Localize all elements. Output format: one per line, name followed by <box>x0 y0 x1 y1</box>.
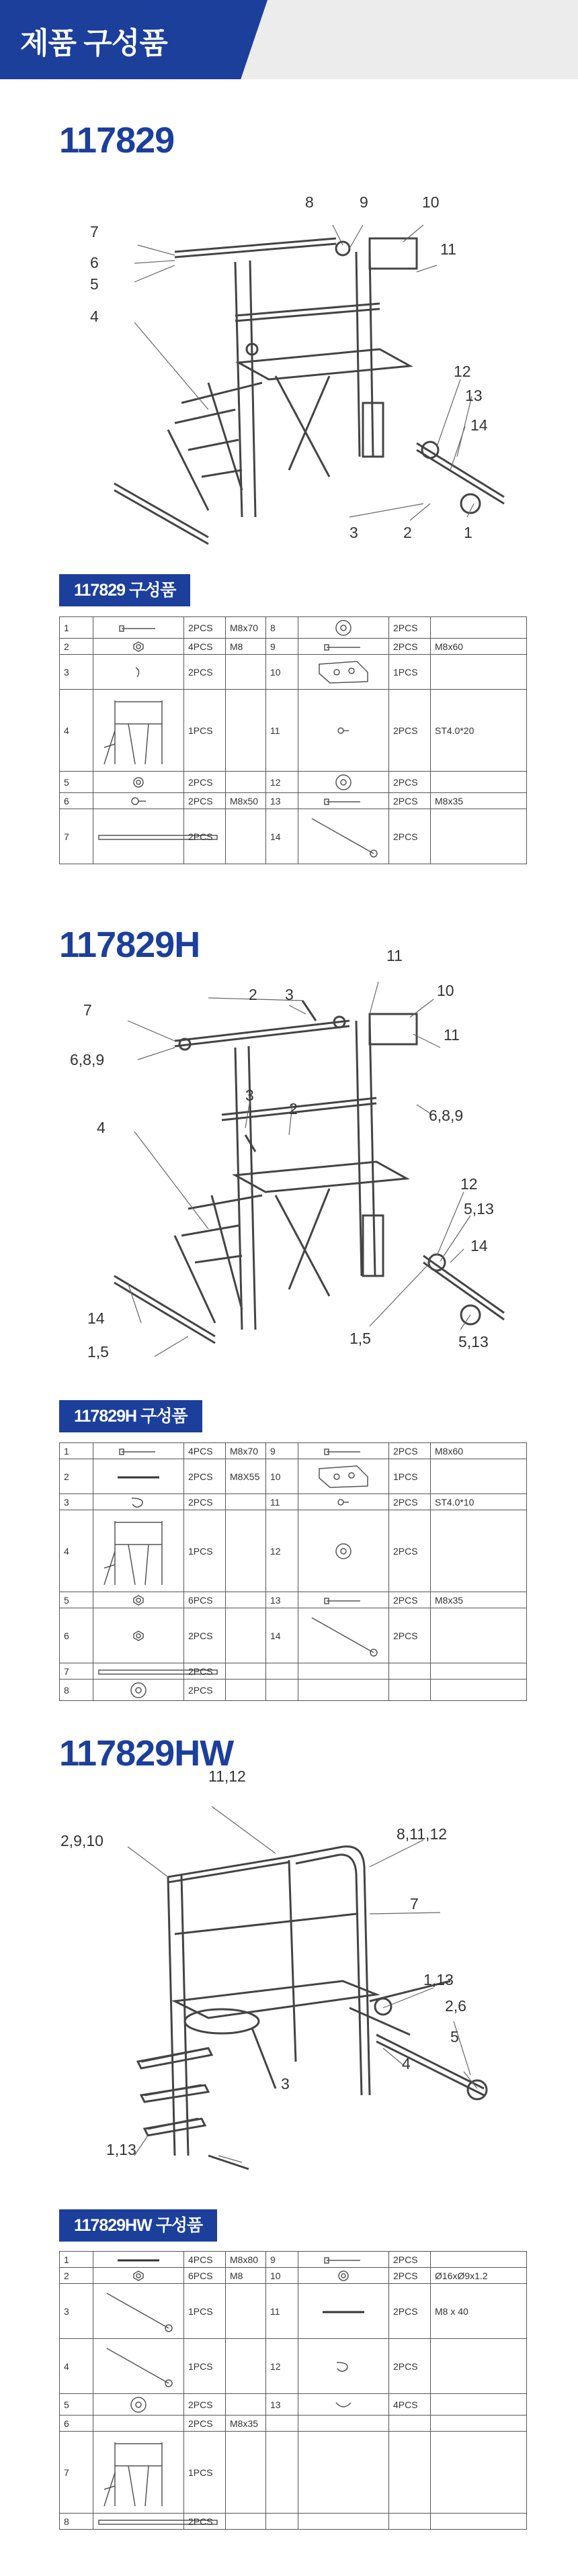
part-qty: 1PCS <box>389 655 431 690</box>
table-row <box>60 2514 527 2530</box>
part-number: 7 <box>60 1663 93 1680</box>
leg-icon <box>93 2284 184 2339</box>
parts-table-title: 117829H 구성품 <box>59 1400 202 1432</box>
part-number: 11 <box>266 2284 298 2339</box>
part-qty: 2PCS <box>389 617 431 639</box>
part-spec <box>226 2432 266 2514</box>
part-qty: 2PCS <box>389 639 431 655</box>
nut-icon <box>93 639 184 655</box>
part-qty: 2PCS <box>184 772 226 793</box>
table-row <box>60 2268 527 2284</box>
part-spec: M8x60 <box>431 1443 527 1459</box>
part-qty: 2PCS <box>184 1663 226 1680</box>
part-spec <box>226 2339 266 2394</box>
callout: 2 <box>403 524 412 541</box>
part-number: 3 <box>60 1494 93 1510</box>
part-spec <box>226 1592 266 1608</box>
part-spec: ST4.0*10 <box>431 1494 527 1510</box>
part-qty: 4PCS <box>184 2252 226 2268</box>
bolt-icon <box>298 1592 389 1608</box>
part-spec <box>226 1608 266 1663</box>
part-number: 13 <box>266 1592 298 1608</box>
part-number: 12 <box>266 772 298 793</box>
part-number: 14 <box>266 1608 298 1663</box>
table-row <box>60 2339 527 2394</box>
pin-long-icon <box>93 2252 184 2268</box>
part-qty: 2PCS <box>389 772 431 793</box>
part-number: 1 <box>60 1443 93 1459</box>
hook-icon <box>93 1494 184 1510</box>
callout: 2 <box>249 986 257 1003</box>
table-row <box>60 1663 527 1680</box>
parts-table-117829H <box>59 1442 527 1701</box>
part-qty: 2PCS <box>184 655 226 690</box>
parts-table-title: 117829 구성품 <box>59 574 190 606</box>
part-number: 10 <box>266 2268 298 2284</box>
table-row <box>60 1592 527 1608</box>
part-number: 4 <box>60 690 93 772</box>
part-spec <box>431 2394 527 2416</box>
callout: 1 <box>464 524 472 541</box>
part-spec <box>431 2339 527 2394</box>
part-number: 13 <box>266 793 298 809</box>
part-number: 10 <box>266 655 298 690</box>
callout: 1,13 <box>106 2141 136 2158</box>
part-spec <box>226 1680 266 1701</box>
part-number: 11 <box>266 1494 298 1510</box>
part-qty: 2PCS <box>389 1494 431 1510</box>
table-row <box>60 1680 527 1701</box>
part-qty: 2PCS <box>184 1680 226 1701</box>
frame-icon <box>93 1510 184 1592</box>
wheel-icon <box>93 1680 184 1701</box>
wheel-icon <box>93 2394 184 2416</box>
part-spec <box>226 809 266 864</box>
bracket-icon <box>298 1459 389 1494</box>
callout: 11 <box>386 947 403 964</box>
part-spec: M8 x 40 <box>431 2284 527 2339</box>
wheel-icon <box>298 617 389 639</box>
part-number: 6 <box>60 2416 93 2432</box>
table-row <box>60 617 527 639</box>
part-number: 3 <box>60 655 93 690</box>
part-number: 12 <box>266 2339 298 2394</box>
bolt-icon <box>298 1443 389 1459</box>
part-spec <box>431 1608 527 1663</box>
part-qty: 2PCS <box>184 617 226 639</box>
model-title-117829: 117829 <box>59 120 175 160</box>
page-title: 제품 구성품 <box>20 27 167 60</box>
part-spec: M8x80 <box>226 2252 266 2268</box>
callout: 10 <box>422 193 440 211</box>
part-spec <box>431 655 527 690</box>
part-number: 10 <box>266 1459 298 1494</box>
bolt-icon <box>298 793 389 809</box>
pin-icon <box>93 655 184 690</box>
nut-icon <box>93 1592 184 1608</box>
nut-icon <box>93 1608 184 1663</box>
table-row <box>60 655 527 690</box>
screw-icon <box>298 1494 389 1510</box>
table-row <box>60 690 527 772</box>
callout: 10 <box>437 982 454 999</box>
part-spec: M8x35 <box>431 1592 527 1608</box>
callout: 13 <box>465 387 483 404</box>
table-row <box>60 2394 527 2416</box>
wheel-icon <box>298 772 389 793</box>
model-title-117829HW: 117829HW <box>59 1733 234 1774</box>
callout: 9 <box>360 193 368 211</box>
callout: 5 <box>450 2028 459 2045</box>
table-row <box>60 2284 527 2339</box>
part-spec <box>226 655 266 690</box>
part-number: 6 <box>60 1608 93 1663</box>
part-number: 13 <box>266 2394 298 2416</box>
wheel-icon <box>298 1510 389 1592</box>
callout: 8,11,12 <box>397 1825 448 1843</box>
part-qty: 2PCS <box>184 2514 226 2530</box>
table-row <box>60 2432 527 2514</box>
part-spec <box>431 809 527 864</box>
part-number: 5 <box>60 1592 93 1608</box>
part-number: 5 <box>60 2394 93 2416</box>
blank-icon <box>93 2416 184 2432</box>
callout: 7 <box>90 223 99 240</box>
assembly-diagram-117829 <box>74 188 511 544</box>
part-spec <box>226 2284 266 2339</box>
part-qty: 2PCS <box>389 1592 431 1608</box>
part-qty: 2PCS <box>389 1510 431 1592</box>
part-qty: 2PCS <box>184 793 226 809</box>
callout: 6 <box>90 254 99 271</box>
part-number: 14 <box>266 809 298 864</box>
callout: 14 <box>470 1237 488 1254</box>
callout: 3 <box>281 2075 290 2092</box>
part-spec: Ø16xØ9x1.2 <box>431 2268 527 2284</box>
callout: 6,8,9 <box>70 1051 105 1068</box>
frame-icon <box>93 2432 184 2514</box>
part-number: 9 <box>266 1443 298 1459</box>
part-qty: 6PCS <box>184 2268 226 2284</box>
part-spec: ST4.0*20 <box>431 690 527 772</box>
callout: 12 <box>460 1175 478 1193</box>
table-row <box>60 2416 527 2432</box>
part-number: 9 <box>266 639 298 655</box>
part-qty: 4PCS <box>389 2394 431 2416</box>
part-spec: M8x60 <box>431 639 527 655</box>
table-row <box>60 772 527 793</box>
part-spec: M8x35 <box>226 2416 266 2432</box>
part-number: 3 <box>60 2284 93 2339</box>
part-spec <box>431 2252 527 2268</box>
callout: 12 <box>454 363 471 380</box>
part-number: 6 <box>60 793 93 809</box>
bolt-icon <box>93 1443 184 1459</box>
leg-icon <box>298 809 389 864</box>
part-qty: 2PCS <box>389 690 431 772</box>
callout: 11 <box>444 1026 460 1044</box>
callout: 4 <box>402 2055 411 2072</box>
part-qty: 1PCS <box>184 2339 226 2394</box>
callout: 3 <box>245 1087 254 1104</box>
part-spec: M8x70 <box>226 1443 266 1459</box>
table-row <box>60 1510 527 1592</box>
callout: 3 <box>285 986 294 1003</box>
wheel-small-icon <box>93 793 184 809</box>
callout: 11 <box>440 240 456 258</box>
table-row <box>60 1459 527 1494</box>
part-qty: 4PCS <box>184 639 226 655</box>
washer-icon <box>298 2268 389 2284</box>
part-spec <box>226 772 266 793</box>
table-row <box>60 1494 527 1510</box>
callout: 11,12 <box>208 1767 246 1785</box>
part-qty: 2PCS <box>184 1494 226 1510</box>
part-qty: 2PCS <box>389 2284 431 2339</box>
part-qty: 1PCS <box>184 1510 226 1592</box>
part-spec <box>226 2394 266 2416</box>
bracket-icon <box>298 655 389 690</box>
part-number: 1 <box>60 617 93 639</box>
part-spec <box>226 690 266 772</box>
part-spec <box>226 2514 266 2530</box>
leg-icon <box>93 2339 184 2394</box>
callout: 5,13 <box>464 1200 494 1217</box>
part-number: 8 <box>60 2514 93 2530</box>
part-qty: 2PCS <box>389 2268 431 2284</box>
bar-icon <box>93 809 184 864</box>
part-number: 2 <box>60 1459 93 1494</box>
part-qty: 2PCS <box>184 2416 226 2432</box>
callout: 5,13 <box>458 1333 489 1350</box>
part-number: 9 <box>266 2252 298 2268</box>
assembly-diagram-117829H <box>70 947 511 1363</box>
bolt-icon <box>298 2252 389 2268</box>
part-spec <box>431 1510 527 1592</box>
washer-icon <box>93 772 184 793</box>
clip-icon <box>298 2394 389 2416</box>
part-number: 5 <box>60 772 93 793</box>
part-number: 4 <box>60 2339 93 2394</box>
part-number: 12 <box>266 1510 298 1592</box>
part-qty: 6PCS <box>184 1592 226 1608</box>
pin-long-icon <box>298 2284 389 2339</box>
callout: 14 <box>87 1309 105 1327</box>
bar-icon <box>93 2514 184 2530</box>
table-row <box>60 2252 527 2268</box>
part-qty: 2PCS <box>389 1608 431 1663</box>
bar-icon <box>93 1663 184 1680</box>
bolt-icon <box>298 639 389 655</box>
part-number: 4 <box>60 1510 93 1592</box>
part-qty: 2PCS <box>389 793 431 809</box>
part-number: 8 <box>60 1680 93 1701</box>
nut-icon <box>93 2268 184 2284</box>
part-number: 7 <box>60 2432 93 2514</box>
callout: 14 <box>470 416 488 434</box>
part-spec: M8 <box>226 2268 266 2284</box>
callout: 3 <box>349 524 358 541</box>
part-spec <box>226 1510 266 1592</box>
table-row <box>60 809 527 864</box>
callout: 1,5 <box>349 1330 371 1347</box>
part-spec: M8x50 <box>226 793 266 809</box>
part-qty: 1PCS <box>389 1459 431 1494</box>
part-qty: 1PCS <box>184 690 226 772</box>
part-qty: 1PCS <box>184 2432 226 2514</box>
leg-icon <box>298 1608 389 1663</box>
part-spec <box>431 772 527 793</box>
callout: 7 <box>83 1001 92 1019</box>
part-spec: M8x35 <box>431 793 527 809</box>
part-number: 1 <box>60 2252 93 2268</box>
table-row <box>60 1608 527 1663</box>
callout: 1,5 <box>87 1343 109 1361</box>
part-qty: 2PCS <box>389 2339 431 2394</box>
part-number: 7 <box>60 809 93 864</box>
callout: 4 <box>90 308 99 325</box>
callout: 2,6 <box>445 1997 466 2015</box>
model-title-117829H: 117829H <box>59 925 200 965</box>
part-spec <box>431 1459 527 1494</box>
parts-table-117829 <box>59 616 527 864</box>
part-qty: 4PCS <box>184 1443 226 1459</box>
part-spec <box>431 617 527 639</box>
callout: 1,13 <box>423 1971 454 1988</box>
part-spec <box>226 1494 266 1510</box>
screw-icon <box>298 690 389 772</box>
callout: 5 <box>90 275 99 293</box>
table-row <box>60 639 527 655</box>
part-qty: 2PCS <box>184 1459 226 1494</box>
callout: 7 <box>410 1895 419 1913</box>
assembly-diagram-117829HW <box>60 1767 511 2196</box>
part-qty: 2PCS <box>184 1608 226 1663</box>
part-number: 2 <box>60 2268 93 2284</box>
hook-icon <box>298 2339 389 2394</box>
callout: 8 <box>305 193 314 211</box>
part-qty: 2PCS <box>184 809 226 864</box>
part-qty: 2PCS <box>389 1443 431 1459</box>
part-spec <box>226 1663 266 1680</box>
pin-long-icon <box>93 1459 184 1494</box>
table-row <box>60 1443 527 1459</box>
table-row <box>60 793 527 809</box>
parts-table-title: 117829HW 구성품 <box>59 2209 217 2242</box>
part-spec: M8 <box>226 639 266 655</box>
bolt-icon <box>93 617 184 639</box>
part-qty: 2PCS <box>389 809 431 864</box>
callout: 2,9,10 <box>60 1832 104 1849</box>
parts-table-117829HW <box>59 2251 527 2530</box>
part-spec: M8x70 <box>226 617 266 639</box>
callout: 6,8,9 <box>429 1107 464 1124</box>
header-banner <box>0 0 578 79</box>
part-spec: M8X55 <box>226 1459 266 1494</box>
part-qty: 2PCS <box>184 2394 226 2416</box>
part-number: 2 <box>60 639 93 655</box>
frame-icon <box>93 690 184 772</box>
part-number: 11 <box>266 690 298 772</box>
part-qty: 2PCS <box>389 2252 431 2268</box>
callout: 4 <box>97 1119 106 1136</box>
part-qty: 1PCS <box>184 2284 226 2339</box>
callout: 2 <box>289 1100 298 1117</box>
part-number: 8 <box>266 617 298 639</box>
